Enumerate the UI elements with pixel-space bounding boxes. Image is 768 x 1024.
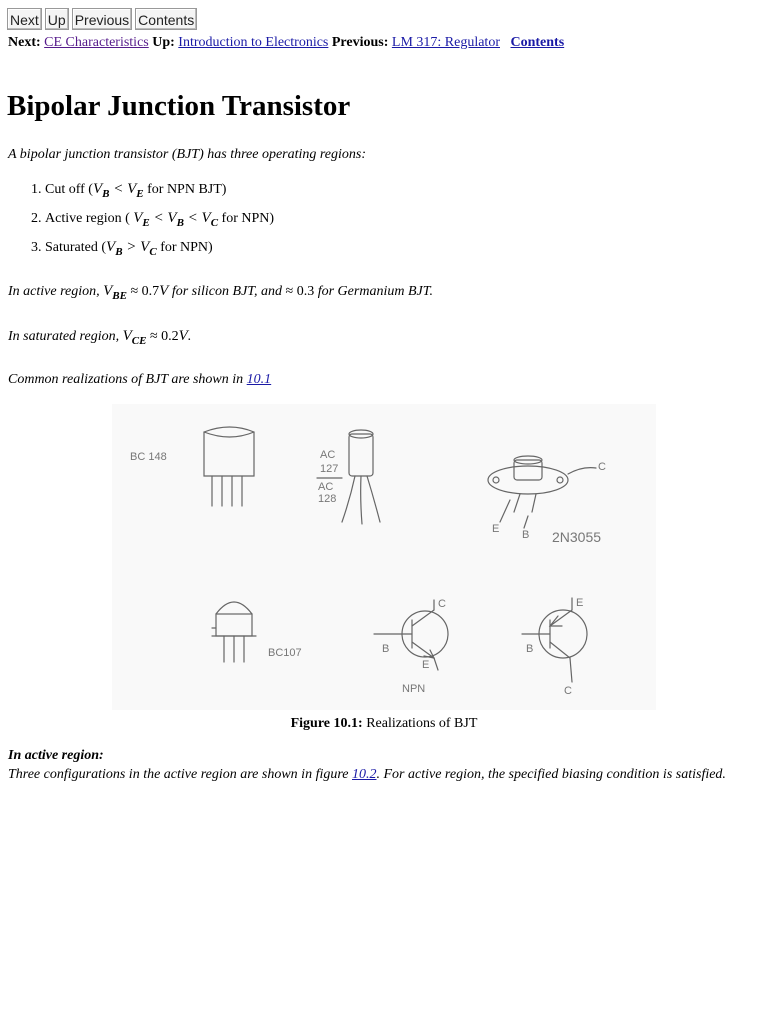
active-region-note <box>8 283 433 302</box>
next-label: Next: <box>8 35 41 50</box>
previous-link[interactable]: LM 317: Regulator <box>391 35 500 50</box>
bjt-realizations-figure <box>112 404 656 710</box>
next-button[interactable]: Next <box>7 8 42 30</box>
label-ac128-number: 128 <box>318 493 337 505</box>
figure-10-2-link[interactable]: 10.2 <box>352 767 377 782</box>
up-button[interactable]: Up <box>45 8 69 30</box>
previous-label: Previous: <box>331 35 389 50</box>
vce-unit: V <box>178 328 188 344</box>
note-prefix: In active region, <box>8 284 104 299</box>
math-inequality: $V_E < V_B < V_C$ <box>133 210 219 229</box>
note-suffix: . <box>187 329 192 344</box>
label-npn-emitter: E <box>422 659 430 671</box>
label-npn: NPN <box>402 683 426 695</box>
label-base-2n3055: B <box>522 529 530 541</box>
next-link[interactable]: CE Characteristics <box>44 35 149 50</box>
note-middle: for silicon BJT, and <box>168 284 286 299</box>
description-prefix: Three configurations in the active region are shown in figure <box>8 767 352 782</box>
bjt-sketch <box>112 404 656 710</box>
up-link[interactable]: Introduction to Electronics <box>178 35 329 50</box>
region-prefix: Saturated ( <box>45 240 107 255</box>
npn-symbol-drawing <box>374 600 448 670</box>
label-npn-base: B <box>382 643 390 655</box>
label-ac128: AC <box>318 481 334 493</box>
bc148-drawing <box>204 427 254 506</box>
region-suffix: for NPN BJT) <box>143 182 227 197</box>
label-collector-2n3055: C <box>598 461 606 473</box>
list-item <box>45 236 274 265</box>
label-npn-collector: C <box>438 598 446 610</box>
contents-link[interactable]: Contents <box>510 35 565 50</box>
navigation-buttons <box>7 8 197 30</box>
list-item <box>45 178 274 207</box>
page-title: Bipolar Junction Transistor <box>7 90 351 122</box>
list-item <box>45 207 274 236</box>
realizations-prefix: Common realizations of BJT are shown in <box>8 372 247 387</box>
vbe-value: ≈ 0.7 <box>130 284 160 299</box>
region-suffix: for NPN) <box>156 240 213 255</box>
pnp-symbol-drawing <box>522 598 587 682</box>
contents-button[interactable]: Contents <box>135 8 197 30</box>
2n3055-drawing <box>488 456 596 528</box>
up-label: Up: <box>152 35 175 50</box>
label-emitter-2n3055: E <box>492 523 500 535</box>
label-bc148: BC 148 <box>130 451 167 463</box>
active-region-heading: In active region: <box>8 748 104 763</box>
figure-10-1-link[interactable]: 10.1 <box>246 372 272 387</box>
label-pnp-base: B <box>526 643 534 655</box>
saturated-region-note <box>8 328 191 347</box>
active-region-description <box>8 766 748 783</box>
caption-label: Figure 10.1: <box>290 716 363 731</box>
region-prefix: Active region ( <box>45 211 134 226</box>
bc107-drawing <box>212 602 256 662</box>
previous-button[interactable]: Previous <box>72 8 132 30</box>
note-prefix: In saturated region, <box>8 329 123 344</box>
figure-caption <box>0 716 768 732</box>
intro-text: A bipolar junction transistor (BJT) has three operating regions: <box>8 147 367 162</box>
note-suffix: for Germanium BJT. <box>314 284 433 299</box>
vbe-unit: V <box>159 283 169 299</box>
label-pnp-collector: C <box>564 685 572 697</box>
label-ac127: AC <box>320 449 336 461</box>
math-inequality: $V_B < V_E$ <box>92 181 144 200</box>
description-suffix: . For active region, the specified biasing condition is satisfied. <box>376 767 726 782</box>
ac127-drawing <box>317 430 380 524</box>
label-2n3055: 2N3055 <box>552 529 602 545</box>
germanium-value: ≈ 0.3 <box>285 284 315 299</box>
caption-text: Realizations of BJT <box>362 716 478 731</box>
label-ac127-number: 127 <box>320 463 339 475</box>
math-inequality: $V_B > V_C$ <box>106 239 157 258</box>
regions-list <box>0 178 274 265</box>
label-pnp-emitter: E <box>576 597 584 609</box>
vce-symbol: $V_{CE}$ <box>122 328 147 347</box>
region-suffix: for NPN) <box>218 211 275 226</box>
navigation-links <box>8 35 564 51</box>
vce-value: ≈ 0.2 <box>149 329 179 344</box>
realizations-text <box>8 372 271 388</box>
vbe-symbol: $V_{BE}$ <box>103 283 127 302</box>
region-prefix: Cut off ( <box>45 182 93 197</box>
label-bc107: BC107 <box>268 647 302 659</box>
